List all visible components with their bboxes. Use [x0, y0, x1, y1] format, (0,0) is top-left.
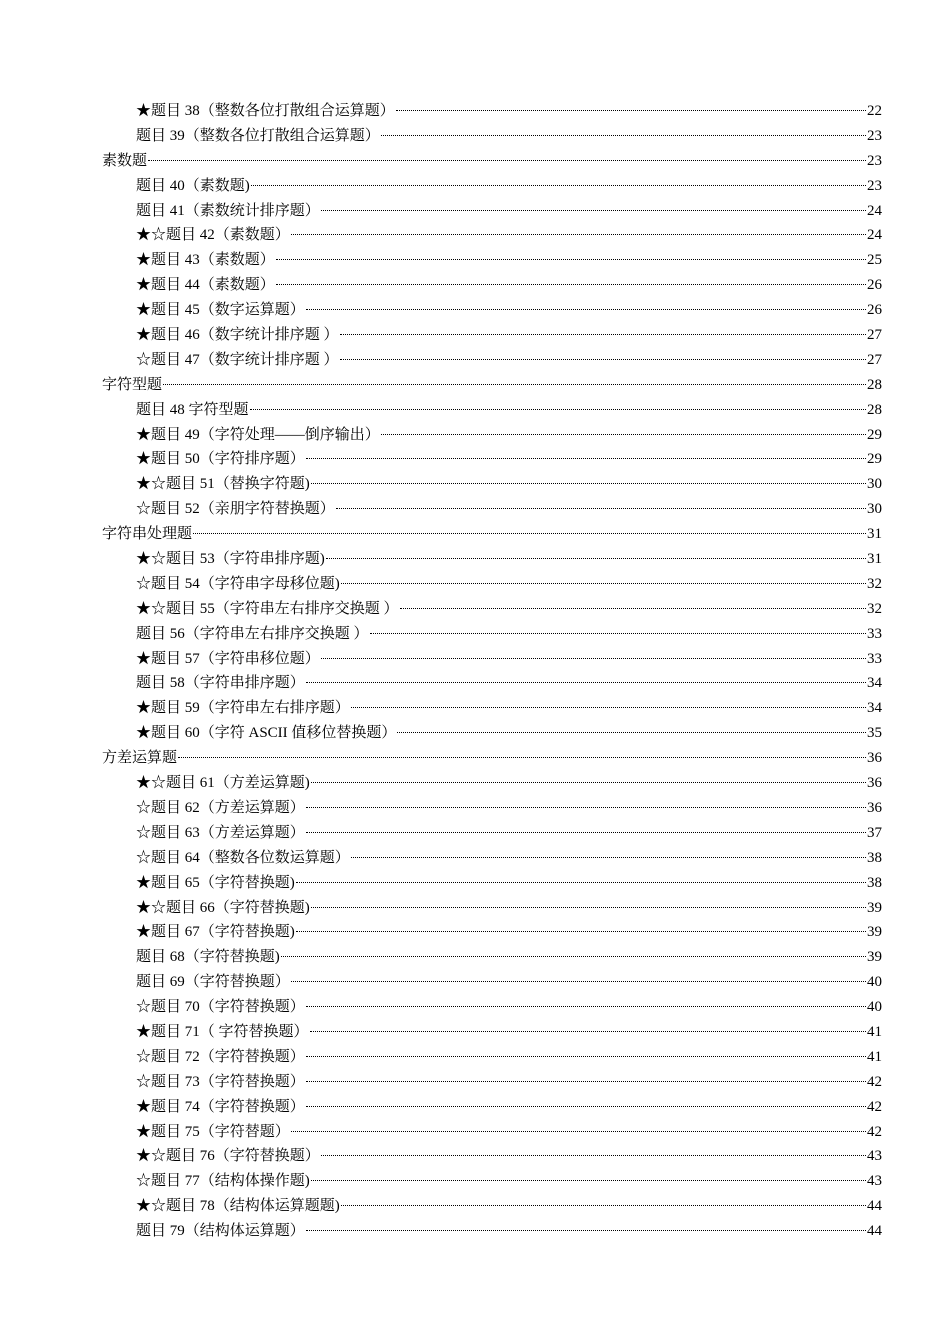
toc-entry-page-number: 36	[867, 799, 882, 816]
dot-leader	[336, 494, 866, 509]
toc-entry-title: ☆题目 63（方差运算题）	[136, 824, 305, 841]
toc-entry[interactable]	[102, 1219, 882, 1244]
toc-entry-title: ★题目 75（字符替题）	[136, 1123, 290, 1140]
toc-entry-page-number: 44	[867, 1223, 882, 1240]
toc-entry-page-number: 32	[867, 575, 882, 592]
dot-leader	[396, 96, 866, 111]
toc-entry-title: 题目 58（字符串排序题）	[136, 675, 305, 692]
toc-entry-page-number: 41	[867, 1023, 882, 1040]
toc-entry-title: 题目 48 字符型题	[136, 401, 249, 418]
toc-entry-title: 题目 56（字符串左右排序交换题 ）	[136, 625, 369, 642]
toc-entry-page-number: 26	[867, 277, 882, 294]
toc-entry-page-number: 33	[867, 625, 882, 642]
toc-entry-title: 题目 39（整数各位打散组合运算题）	[136, 127, 380, 144]
dot-leader	[340, 345, 866, 360]
toc-entry-page-number: 43	[867, 1173, 882, 1190]
dot-leader	[291, 1117, 866, 1132]
toc-entry-title: 素数题	[102, 152, 148, 169]
toc-entry-title: 字符型题	[102, 376, 163, 393]
dot-leader	[276, 245, 866, 260]
dot-leader	[281, 942, 866, 957]
dot-leader	[163, 370, 866, 385]
toc-entry-page-number: 23	[867, 177, 882, 194]
toc-entry-page-number: 36	[867, 750, 882, 767]
toc-entry-title: ★☆题目 78（结构体运算题题)	[136, 1198, 340, 1215]
dot-leader	[311, 1166, 866, 1181]
toc-entry-title: ★☆题目 76（字符替换题）	[136, 1148, 320, 1165]
toc-entry-title: 题目 68（字符替换题)	[136, 949, 280, 966]
toc-entry-title: ★☆题目 55（字符串左右排序交换题 ）	[136, 600, 399, 617]
dot-leader	[351, 843, 866, 858]
dot-leader	[306, 1067, 866, 1082]
toc-entry-page-number: 28	[867, 376, 882, 393]
dot-leader	[306, 793, 866, 808]
toc-entry-page-number: 34	[867, 700, 882, 717]
dot-leader	[148, 146, 866, 161]
toc-entry-page-number: 43	[867, 1148, 882, 1165]
toc-entry-title: ★☆题目 42（素数题）	[136, 227, 290, 244]
dot-leader	[400, 594, 866, 609]
toc-entry-title: ☆题目 72（字符替换题）	[136, 1048, 305, 1065]
dot-leader	[397, 718, 866, 733]
dot-leader	[250, 395, 866, 410]
toc-entry-page-number: 41	[867, 1048, 882, 1065]
dot-leader	[306, 1042, 866, 1057]
dot-leader	[370, 619, 866, 634]
toc-entry-page-number: 34	[867, 675, 882, 692]
dot-leader	[321, 644, 866, 659]
toc-entry-title: ★题目 71（ 字符替换题）	[136, 1023, 309, 1040]
toc-entry-page-number: 40	[867, 974, 882, 991]
toc-entry-title: ★☆题目 51（替换字符题)	[136, 476, 310, 493]
toc-entry-title: ★☆题目 66（字符替换题)	[136, 899, 310, 916]
toc-entry-page-number: 24	[867, 227, 882, 244]
toc-entry-page-number: 24	[867, 202, 882, 219]
toc-entry-title: 题目 69（字符替换题）	[136, 974, 290, 991]
toc-entry-title: ★题目 43（素数题）	[136, 252, 275, 269]
toc-entry-page-number: 22	[867, 103, 882, 119]
toc-entry-page-number: 39	[867, 899, 882, 916]
dot-leader	[321, 196, 866, 211]
toc-entry-title: 题目 79（结构体运算题）	[136, 1223, 305, 1240]
toc-entry-page-number: 28	[867, 401, 882, 418]
toc-entry-title: 方差运算题	[102, 750, 178, 767]
toc-entry-title: ★题目 44（素数题）	[136, 277, 275, 294]
toc-entry-title: ★题目 38（整数各位打散组合运算题）	[136, 103, 395, 119]
dot-leader	[291, 220, 866, 235]
dot-leader	[306, 295, 866, 310]
dot-leader	[311, 768, 866, 783]
toc-entry-page-number: 29	[867, 451, 882, 468]
dot-leader	[381, 420, 866, 435]
toc-entry-page-number: 26	[867, 302, 882, 319]
toc-entry-title: ☆题目 62（方差运算题）	[136, 799, 305, 816]
toc-entry-title: ★题目 74（字符替换题）	[136, 1098, 305, 1115]
toc-entry-page-number: 32	[867, 600, 882, 617]
toc-entry-page-number: 31	[867, 551, 882, 568]
toc-entry-title: ★题目 49（字符处理——倒序输出）	[136, 426, 380, 443]
dot-leader	[311, 469, 866, 484]
dot-leader	[251, 171, 866, 186]
dot-leader	[306, 668, 866, 683]
toc-entry-page-number: 27	[867, 351, 882, 368]
toc-entry-title: ☆题目 73（字符替换题）	[136, 1073, 305, 1090]
table-of-contents	[102, 99, 882, 1244]
toc-entry-title: ★题目 65（字符替换题)	[136, 874, 295, 891]
dot-leader	[296, 868, 866, 883]
toc-entry-page-number: 35	[867, 725, 882, 742]
toc-entry-title: ★题目 57（字符串移位题）	[136, 650, 320, 667]
toc-entry-title: ☆题目 64（整数各位数运算题）	[136, 849, 350, 866]
dot-leader	[178, 743, 866, 758]
toc-entry-title: ★☆题目 53（字符串排序题)	[136, 551, 325, 568]
toc-entry-page-number: 42	[867, 1073, 882, 1090]
toc-entry-page-number: 37	[867, 824, 882, 841]
toc-entry-page-number: 30	[867, 501, 882, 518]
toc-entry-page-number: 42	[867, 1123, 882, 1140]
dot-leader	[306, 992, 866, 1007]
toc-entry-page-number: 23	[867, 127, 882, 144]
toc-entry-page-number: 40	[867, 999, 882, 1016]
toc-entry-title: 字符串处理题	[102, 526, 193, 543]
toc-entry-title: ★题目 46（数字统计排序题 ）	[136, 327, 339, 344]
dot-leader	[306, 1216, 866, 1231]
toc-entry-title: ☆题目 47（数字统计排序题 ）	[136, 351, 339, 368]
toc-entry-page-number: 33	[867, 650, 882, 667]
dot-leader	[276, 270, 866, 285]
dot-leader	[351, 693, 866, 708]
dot-leader	[310, 1017, 866, 1032]
dot-leader	[306, 1092, 866, 1107]
toc-entry-page-number: 38	[867, 874, 882, 891]
dot-leader	[321, 1141, 866, 1156]
toc-entry-page-number: 36	[867, 775, 882, 792]
toc-entry-title: ☆题目 52（亲朋字符替换题）	[136, 501, 335, 518]
toc-entry-page-number: 29	[867, 426, 882, 443]
dot-leader	[296, 917, 866, 932]
dot-leader	[341, 1191, 866, 1206]
toc-entry-title: ★题目 67（字符替换题)	[136, 924, 295, 941]
toc-entry-title: ☆题目 70（字符替换题）	[136, 999, 305, 1016]
toc-entry-title: ★题目 60（字符 ASCII 值移位替换题）	[136, 725, 397, 742]
toc-entry-title: ☆题目 54（字符串字母移位题)	[136, 575, 340, 592]
toc-entry-title: ★题目 59（字符串左右排序题）	[136, 700, 350, 717]
toc-entry-title: ★☆题目 61（方差运算题)	[136, 775, 310, 792]
dot-leader	[381, 121, 866, 136]
toc-entry-title: 题目 40（素数题)	[136, 177, 250, 194]
toc-entry-page-number: 42	[867, 1098, 882, 1115]
toc-entry-page-number: 30	[867, 476, 882, 493]
dot-leader	[340, 320, 866, 335]
dot-leader	[306, 444, 866, 459]
toc-entry-page-number: 39	[867, 924, 882, 941]
toc-entry-title: ★题目 50（字符排序题）	[136, 451, 305, 468]
dot-leader	[341, 569, 866, 584]
dot-leader	[306, 818, 866, 833]
dot-leader	[311, 893, 866, 908]
toc-entry-title: ★题目 45（数字运算题）	[136, 302, 305, 319]
toc-entry-title: ☆题目 77（结构体操作题)	[136, 1173, 310, 1190]
toc-entry-page-number: 39	[867, 949, 882, 966]
dot-leader	[326, 544, 866, 559]
toc-entry-page-number: 27	[867, 327, 882, 344]
toc-entry-page-number: 38	[867, 849, 882, 866]
toc-entry-page-number: 31	[867, 526, 882, 543]
toc-entry-title: 题目 41（素数统计排序题）	[136, 202, 320, 219]
toc-entry-page-number: 23	[867, 152, 882, 169]
toc-entry-page-number: 44	[867, 1198, 882, 1215]
dot-leader	[291, 967, 866, 982]
dot-leader	[193, 519, 866, 534]
toc-entry-page-number: 25	[867, 252, 882, 269]
